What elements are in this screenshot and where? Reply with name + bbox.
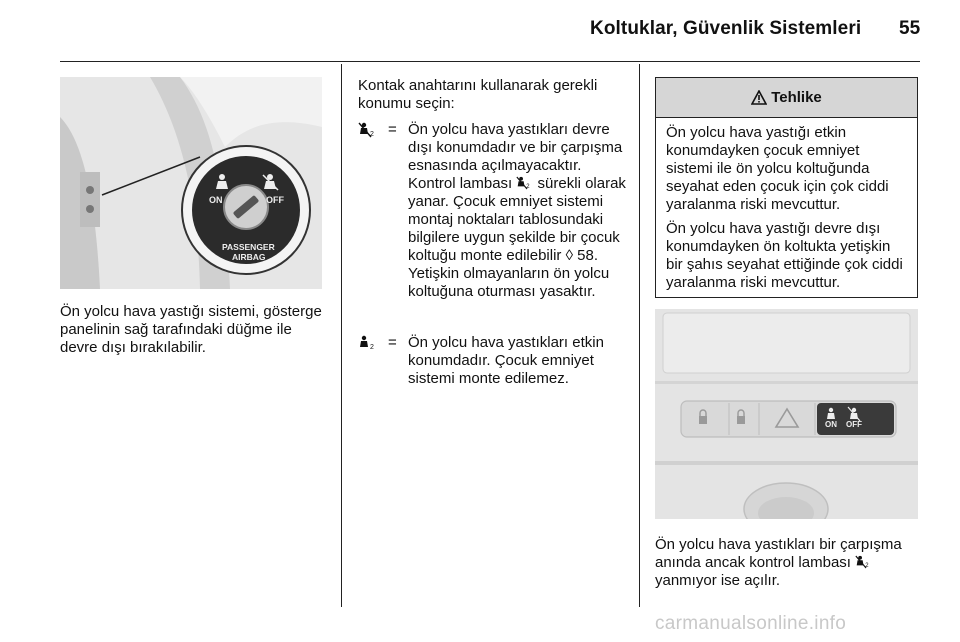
figure-caption-right [655, 536, 925, 590]
airbag-indicator-illustration [655, 309, 918, 519]
airbag-off-icon [516, 176, 533, 190]
switch-label-line2: AIRBAG [232, 252, 266, 262]
svg-text:2: 2 [370, 344, 374, 351]
watermark: carmanualsonline.info [655, 613, 847, 634]
airbag-off-icon [855, 555, 872, 569]
svg-text:2: 2 [865, 563, 869, 569]
warning-header [656, 78, 917, 118]
warning-title: Tehlike [771, 89, 822, 106]
switch-label-line1: PASSENGER [222, 242, 275, 252]
definition-text-part: sürekli olarak yanar. Çocuk emniyet sistemi montaj noktaları tablosundaki bilgilere uygun şekilde bir çocuk koltuğu monte edilebilir [408, 175, 626, 264]
equals-sign: = [388, 334, 397, 351]
lamp-on-label: ON [825, 420, 837, 429]
lamp-off-label: OFF [846, 420, 862, 429]
warning-paragraph-2: Ön yolcu hava yastığı devre dışı konumdayken ön koltukta yetişkin bir şahıs seyahat ettiğinde çok ciddi yaralanma riski mevcuttur. [666, 220, 903, 291]
equals-sign: = [388, 121, 397, 138]
header-divider [60, 61, 920, 62]
warning-paragraph-1: Ön yolcu hava yastığı etkin konumdayken çocuk emniyet sistemi ile ön yolcu koltuğunda seyahat eden çocuk için çok ciddi yaralanma riski mevcuttur. [666, 124, 889, 213]
danger-warning-box [655, 77, 918, 298]
reference-arrow-icon: ◊ [565, 247, 574, 264]
definition-text-part: Ön yolcu hava yastıkları devre dışı konumdadır ve bir çarpışma esnasında açılmayacaktır. Kontrol lambası [408, 121, 623, 192]
airbag-switch-illustration [60, 77, 322, 289]
switch-on-label: ON [209, 195, 223, 205]
airbag-off-icon [358, 122, 378, 138]
svg-text:2: 2 [526, 184, 530, 190]
warning-body [656, 118, 917, 292]
warning-triangle-icon [751, 90, 767, 105]
caption-text-part: yanmıyor ise açılır. [655, 572, 781, 589]
caption-text-part: Ön yolcu hava yastıkları bir çarpışma anında ancak kontrol lambası [655, 536, 902, 571]
column-divider-2 [639, 64, 640, 607]
intro-paragraph: Kontak anahtarını kullanarak gerekli konumu seçin: [358, 77, 598, 112]
definition-text-part: 58. Yetişkin olmayanların ön yolcu koltuğuna oturması yasaktır. [408, 247, 610, 300]
definition-text [408, 121, 630, 301]
column-divider-1 [341, 64, 342, 607]
svg-text:2: 2 [370, 131, 374, 138]
page-title: Koltuklar, Güvenlik Sistemleri [590, 18, 862, 39]
definition-text: Ön yolcu hava yastıkları etkin konumdadır. Çocuk emniyet sistemi monte edilemez. [408, 334, 604, 387]
page-number: 55 [899, 18, 921, 39]
airbag-on-icon [358, 335, 378, 351]
switch-off-label: OFF [266, 195, 284, 205]
figure-caption-left: Ön yolcu hava yastığı sistemi, gösterge panelinin sağ tarafındaki düğme ile devre dışı bırakılabilir. [60, 303, 322, 356]
